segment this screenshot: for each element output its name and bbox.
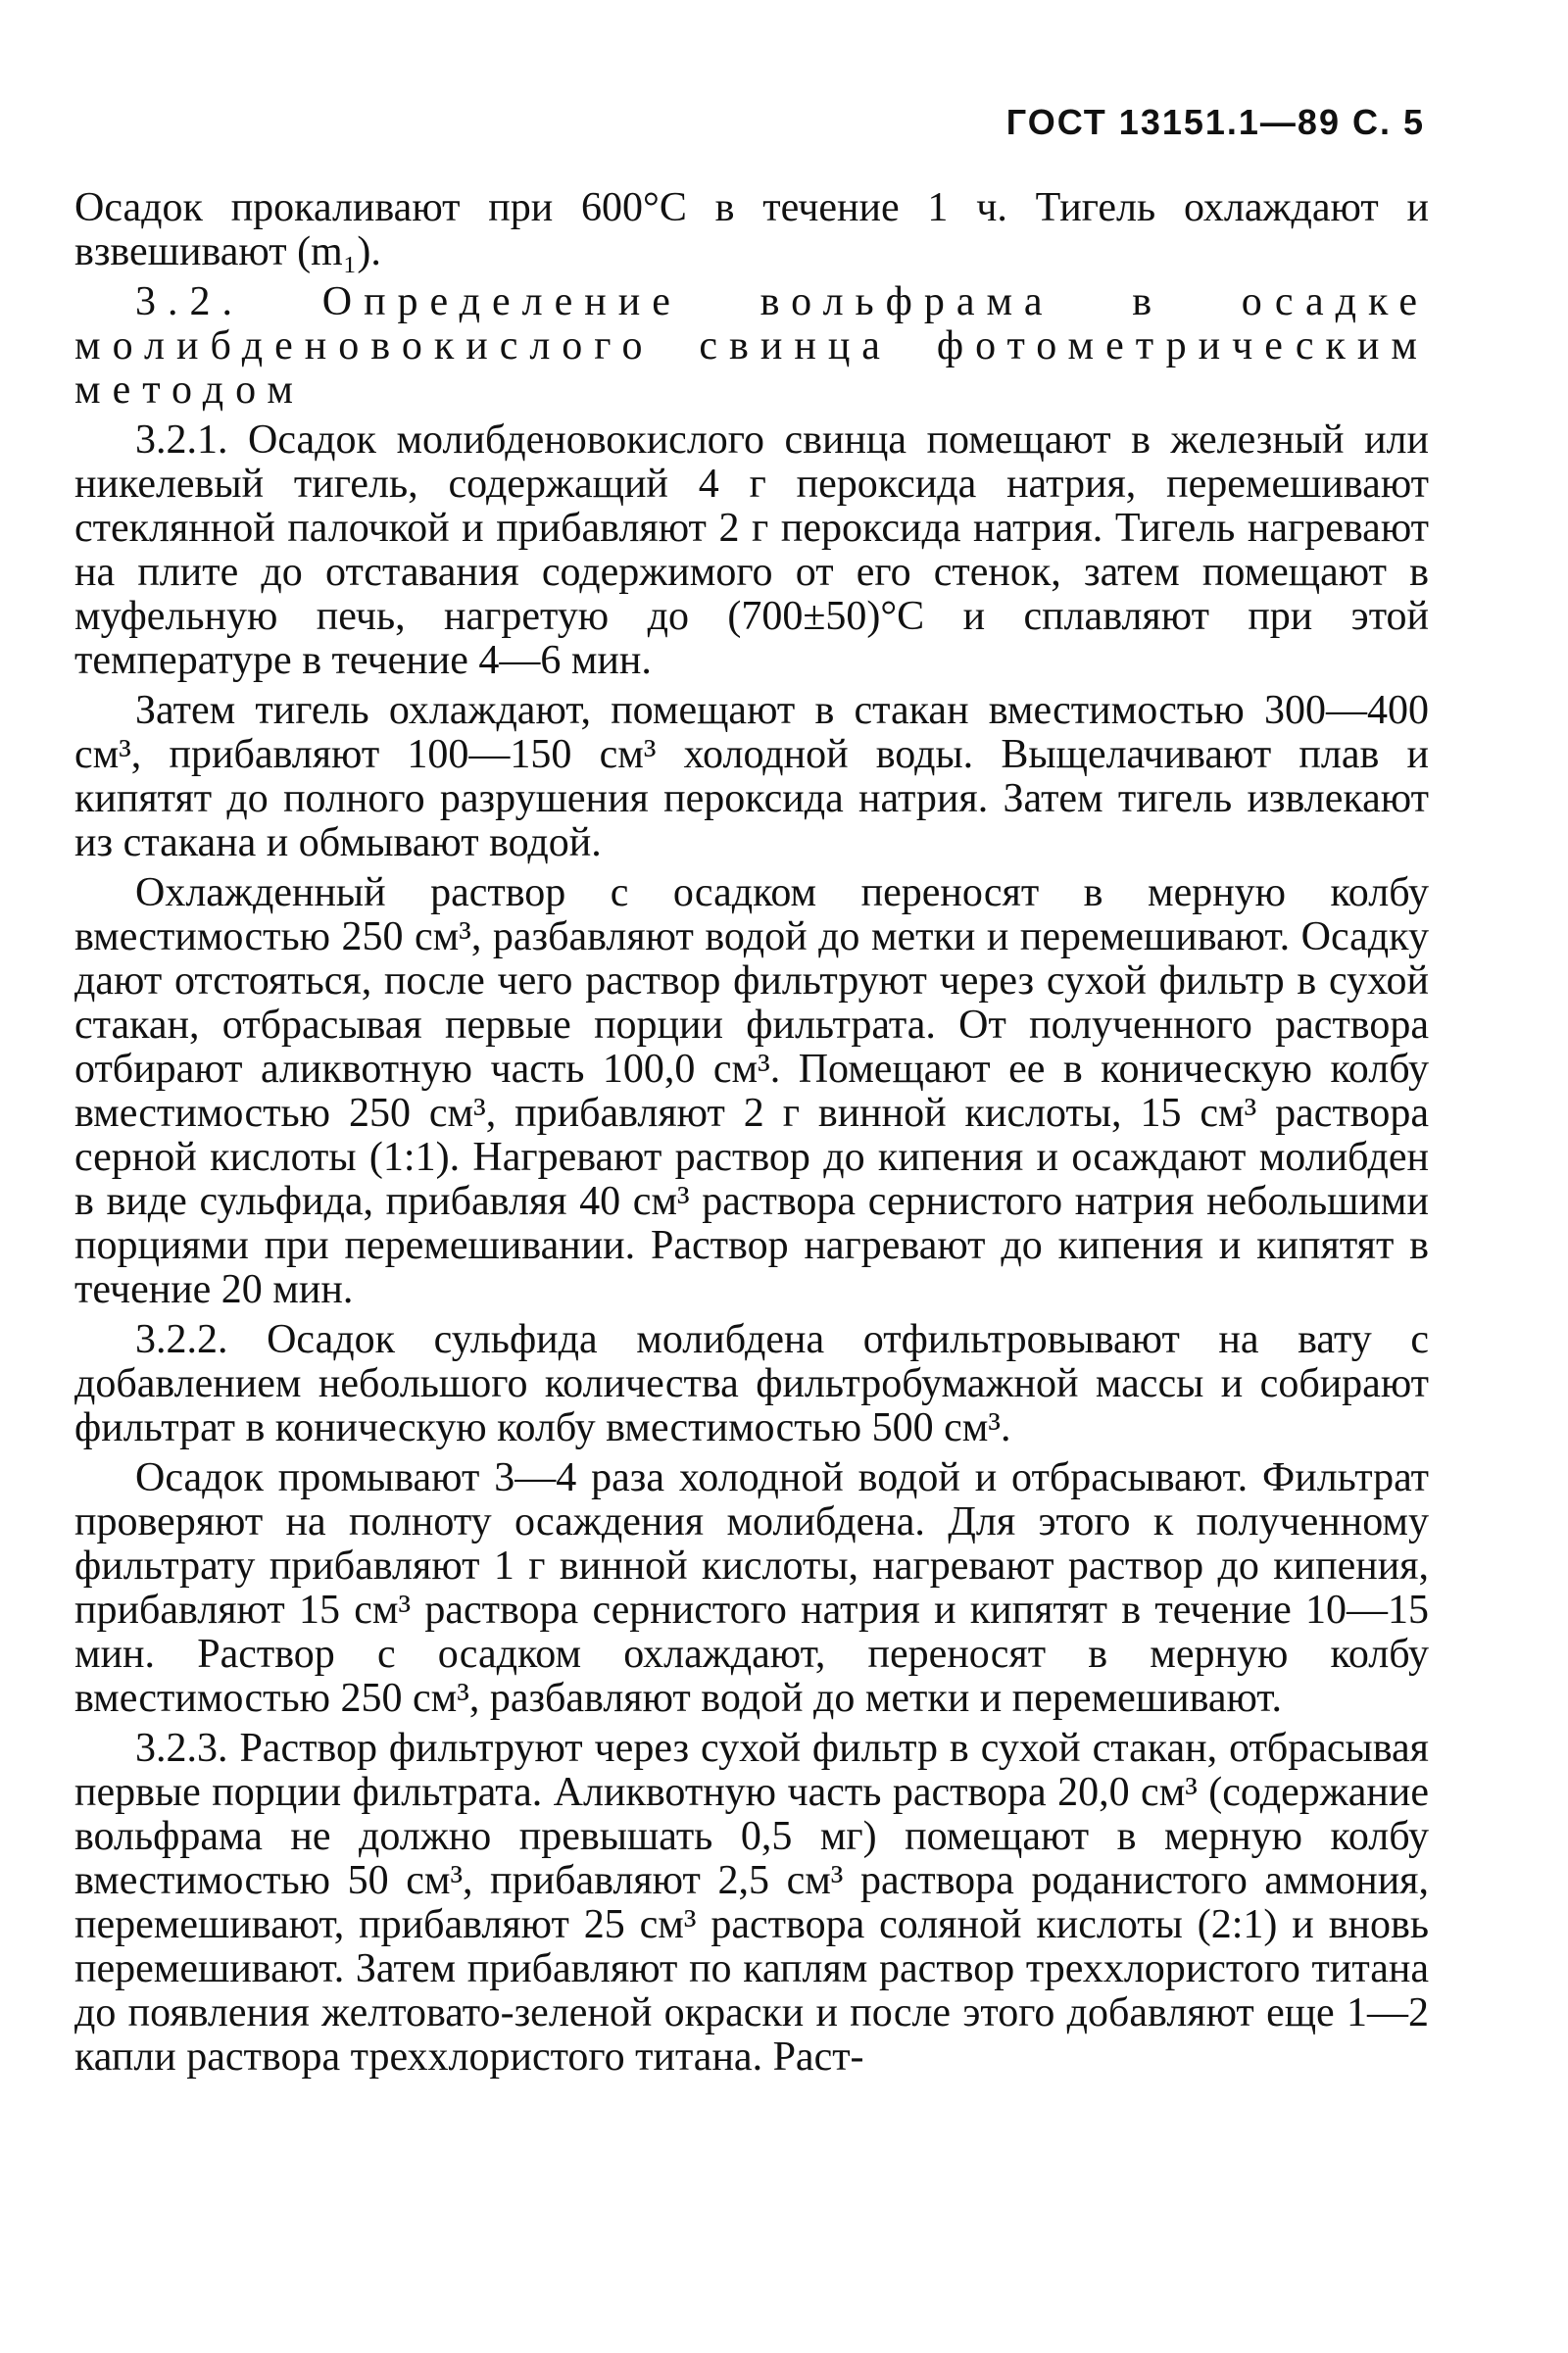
page-header: ГОСТ 13151.1—89 С. 5	[1005, 102, 1425, 142]
paragraph-calcination: Осадок прокаливают при 600°С в течение 1 ч. Тигель охлаждают и взвешивают (m₁).	[74, 185, 1429, 274]
paragraph-precipitation: Охлажденный раствор с осадком переносят в мерную колбу вместимостью 250 см³, разбавляют водой до метки и перемешивают. Осадку дают отстояться, после чего раствор фильтруют через сухой фильтр в сухой стакан, отбрасывая первые порции фильтрата. От полученного раствора отбирают аликвотную часть 100,0 см³. Помещают ее в коническую колбу вместимостью 250 см³, прибавляют 2 г винной кислоты, 15 см³ раствора серной кислоты (1:1). Нагревают раствор до кипения и осаждают молибден в виде сульфида, прибавляя 40 см³ раствора сернистого натрия небольшими порциями при перемешивании. Раствор нагревают до кипения и кипятят в течение 20 мин.	[74, 870, 1429, 1312]
paragraph-3-2-3: 3.2.3. Раствор фильтруют через сухой фильтр в сухой стакан, отбрасывая первые порции фильтрата. Аликвотную часть раствора 20,0 см³ (содержание вольфрама не должно превышать 0,5 мг) помещают в мерную колбу вместимостью 50 см³, прибавляют 2,5 см³ раствора роданистого аммония, перемешивают, прибавляют 25 см³ раствора соляной кислоты (2:1) и вновь перемешивают. Затем прибавляют по каплям раствор треххлористого титана до появления желтовато-зеленой окраски и после этого добавляют еще 1—2 капли раствора треххлористого титана. Раст-	[74, 1726, 1429, 2080]
section-heading-3-2: 3.2. Определение вольфрама в осадке молибденовокислого свинца фотометрическим методом	[74, 279, 1429, 413]
paragraph-washing: Осадок промывают 3—4 раза холодной водой и отбрасывают. Фильтрат проверяют на полноту осаждения молибдена. Для этого к полученному фильтрату прибавляют 1 г винной кислоты, нагревают раствор до кипения, прибавляют 15 см³ раствора сернистого натрия и кипятят в течение 10—15 мин. Раствор с осадком охлаждают, переносят в мерную колбу вместимостью 250 см³, разбавляют водой до метки и перемешивают.	[74, 1455, 1429, 1721]
paragraph-3-2-2: 3.2.2. Осадок сульфида молибдена отфильтровывают на вату с добавлением небольшого количества фильтробумажной массы и собирают фильтрат в коническую колбу вместимостью 500 см³.	[74, 1317, 1429, 1450]
paragraph-leaching: Затем тигель охлаждают, помещают в стакан вместимостью 300—400 см³, прибавляют 100—150 см³ холодной воды. Выщелачивают плав и кипятят до полного разрушения пероксида натрия. Затем тигель извлекают из стакана и обмывают водой.	[74, 688, 1429, 865]
paragraph-3-2-1: 3.2.1. Осадок молибденовокислого свинца помещают в железный или никелевый тигель, содержащий 4 г пероксида натрия, перемешивают стеклянной палочкой и прибавляют 2 г пероксида натрия. Тигель нагревают на плите до отставания содержимого от его стенок, затем помещают в муфельную печь, нагретую до (700±50)°С и сплавляют при этой температуре в течение 4—6 мин.	[74, 417, 1429, 683]
document-body	[74, 186, 1429, 2085]
